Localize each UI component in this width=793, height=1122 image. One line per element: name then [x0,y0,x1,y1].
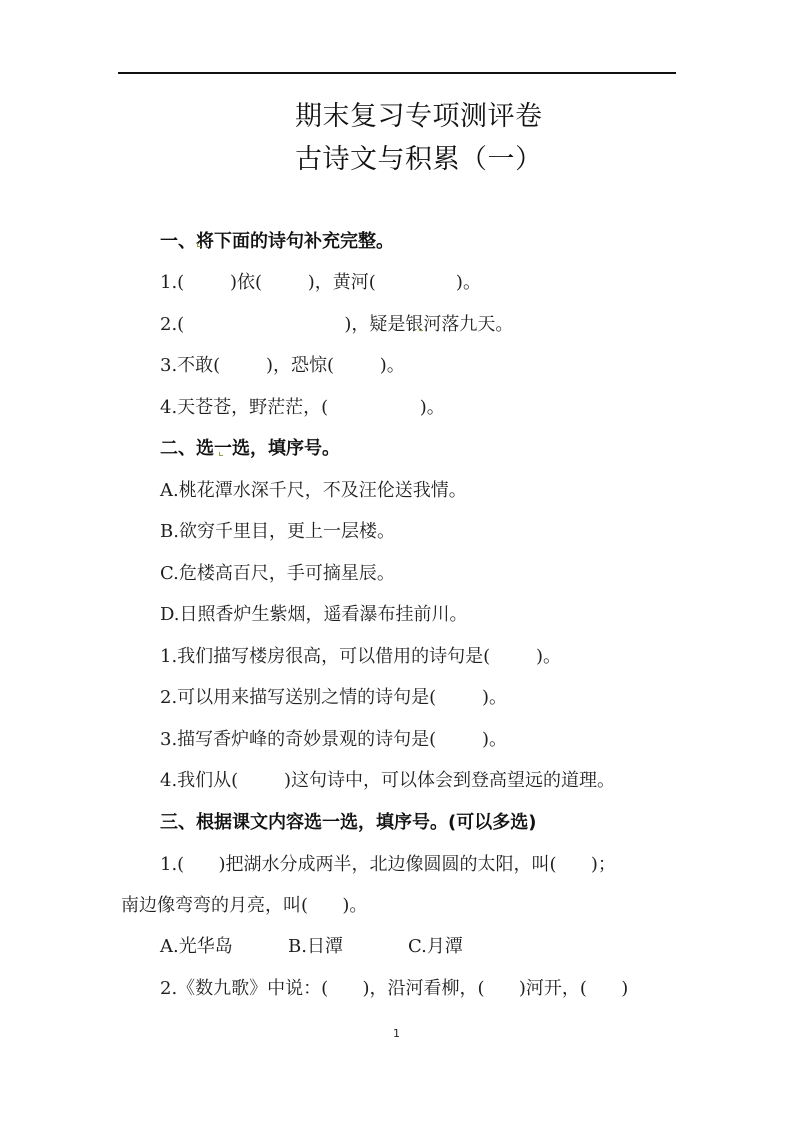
edit-mark-icon [219,452,223,456]
header-rule [118,72,676,74]
section-3-heading: 三、根据课文内容选一选，填序号。(可以多选) [160,812,537,833]
section-3-question-1-line-2: 南边像弯弯的月亮，叫( )。 [121,895,368,916]
choice-option-a: A.桃花潭水深千尺，不及汪伦送我情。 [160,480,467,501]
section-3-option-c: C.月潭 [408,936,463,957]
choice-question-2: 2.可以用来描写送别之情的诗句是( )。 [160,687,507,708]
edit-mark-icon [419,327,423,331]
section-1-heading: 一、将下面的诗句补充完整。 [160,231,394,252]
edit-mark-icon [197,243,201,247]
fill-blank-item-4: 4.天苍苍，野茫茫，( )。 [160,397,445,418]
document-subtitle: 古诗文与积累（一） [295,144,543,175]
section-2-heading: 二、选一选，填序号。 [160,438,340,459]
fill-blank-item-2: 2.( )，疑是银河落九天。 [160,314,514,335]
section-3-question-2-line-1: 2.《数九歌》中说：( )，沿河看柳，( )河开，( ) [160,978,629,999]
fill-blank-item-1: 1.( )依( )，黄河( )。 [160,272,481,293]
choice-option-c: C.危楼高百尺，手可摘星辰。 [160,563,395,584]
fill-blank-item-3: 3.不敢( )，恐惊( )。 [160,355,405,376]
choice-option-b: B.欲穷千里目，更上一层楼。 [160,521,395,542]
section-3-option-a: A.光华岛 [160,936,233,957]
choice-question-3: 3.描写香炉峰的奇妙景观的诗句是( )。 [160,729,507,750]
choice-option-d: D.日照香炉生紫烟，遥看瀑布挂前川。 [160,604,468,625]
choice-question-1: 1.我们描写楼房很高，可以借用的诗句是( )。 [160,646,561,667]
choice-question-4: 4.我们从( )这句诗中，可以体会到登高望远的道理。 [160,770,615,791]
document-title: 期末复习专项测评卷 [295,101,543,132]
section-3-question-1-line-1: 1.( )把湖水分成两半，北边像圆圆的太阳，叫( )； [160,854,616,875]
page-number: 1 [393,1027,400,1040]
section-3-option-b: B.日潭 [288,936,343,957]
